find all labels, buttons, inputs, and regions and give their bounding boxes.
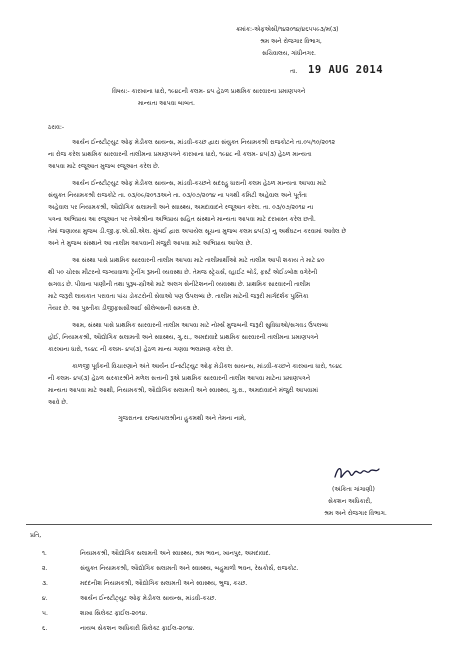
copy-item-text: નાયબ સેકશન અધિકારી સિલેક્ટ ફાઈલ-૨૦૧૪. <box>80 625 195 632</box>
copy-item-text: નિયામકશ્રી, ઔદ્યોગિક સલામતી અને સ્વાસ્થ્ય, શ્રમ ભવન, ખાનપુર, અમદાવાદ. <box>80 550 271 557</box>
copy-item-number: ૪. <box>42 595 48 602</box>
para4-line: હોઈ, નિયામકશ્રી, ઔદ્યોગિક સલામતી અને સ્વાસ્થ્ય, ગુ.રા., અમદાવાદે પ્રાથમિક સારવારની તાલીમના પ્રમાણપત્રને <box>48 334 319 341</box>
para2-line: સંયુક્ત નિયામકશ્રી રાજકોટે તા. ૦૩/૦૯/૨૦૧૩અને તા. ૦૩/૦૭/૨૦૧૪ ના પત્રથી કમિટી અહેવાલ અને પૂર્તતા <box>48 192 307 199</box>
para3-line: સગવડ છે. પીવાના પાણીની તથા પુરૂષ-સ્ત્રીઓ માટે અલગ સેનીટેશનની વ્યવસ્થા છે. પ્રાથમિક સારવારની તાલીમ <box>48 281 311 288</box>
issuing-office: સચિવાલય, ગાંધીનગર. <box>262 50 316 57</box>
para5-line: માન્યતા આપવા માટે આથી, નિયામકશ્રી, ઔદ્યોગિક સલામતી અને સ્વાસ્થ્ય, ગુ.રા., અમદાવાદને મંજુરી આપવામાં <box>48 387 319 394</box>
para5-line: કાળજી પૂર્વકની વિચારણાને અંતે આર્યન ઈન્સ્ટીટ્યુટ ઓફ મેડીકલ સાયન્સ, માંડવી-કચ્છને કારખાના ધારો, ૧૯૪૮ <box>72 363 343 370</box>
copy-item-number: ૧. <box>42 550 47 557</box>
para3-line: માટે જરૂરી લાયકાત પરાવતા પાંચ ડોકટરોની સેવાઓ પણ ઉપલબ્ધ છે. તાલીમ માટેની જરૂરી માર્ગદર્શક પુસ્તિકા <box>48 293 309 300</box>
copy-item-number: ૬. <box>42 625 48 632</box>
signature-mark <box>332 462 382 484</box>
subject-line-2: માન્યતા આપવા બાબત. <box>138 100 195 107</box>
para5-line: ની કલમ- ૪૫(૩) હેઠળ સરકારશ્રીને મળેલ સત્તાની રૂએ પ્રાથમિક સારવારની તાલીમ આપવા માટેના પ્રમાણપત્રને <box>48 375 311 382</box>
para3-line: આ સંસ્થા પાસે પ્રાથમિક સારવારની તાલીમ આપવા માટે તાલીમાર્થીઓ માટે તાલીમ આપી શકાય તે માટે ૪૦ <box>72 257 325 264</box>
para1-line: ના રોજ કરેલ પ્રાથમિક સારવારની તાલીમના પ્રમાણપત્રને કારખાના ધારો, ૧૯૪૮ ની કલમ- ૪૫(૩) હેઠળ માન્યતા <box>48 151 312 158</box>
section-divider <box>26 524 432 525</box>
para2-line: આર્યન ઈન્સ્ટીટ્યુટ ઓફ મેડીકલ સાયન્સ, માંડવી-કચ્છને સદરહુ ધારાની કલમ હેઠળ માન્યતા આપવા માટે <box>72 180 327 187</box>
para1-line: આર્યન ઈન્સ્ટીટ્યુટ ઓફ મેડીકલ સાયન્સ, માંડવી-કચ્છ દ્વારા સંયુક્ત નિયામકશ્રી રાજકોટને તા.૦૫/૧૦/૨૦૧૨ <box>72 139 336 146</box>
para2-line: અહેવાલ પર નિયામકશ્રી, ઔદ્યોગિક સલામતી અને સ્વાસ્થ્ય, અમદાવાદને રજૂઆત કરેલ. તા. ૦૩/૦૭/૨૦૧૪ ના <box>48 204 314 211</box>
para1-line: આપવા માટે રજૂઆત મુજબ રજૂઆત કરેલ છે. <box>48 163 160 170</box>
date-label: તા. <box>290 68 298 75</box>
subject-line-1: વિષય:- કારખાના ધારો, ૧૯૪૮ની કલમ- ૪૫ હેઠળ પ્રાથમિક સારવારના પ્રમાણપત્રને <box>112 88 306 95</box>
signatory-department: શ્રમ અને રોજગાર વિભાગ. <box>324 510 387 517</box>
copy-item-number: ૨. <box>42 565 48 572</box>
copy-to-label: પ્રતિ, <box>30 532 42 539</box>
para3-line: થી ૫૦ ચોરસ મીટરનો જગ્યાવાળા ટ્રેનીંગ રૂમની વ્યવસ્થા છે. તેમજ સ્ટ્રેચર્સ, વ્હાઈટ બોર્ડ, ફર્સ્ટ એઈડબોક્ષ વગેરેની <box>48 269 318 276</box>
para3-line: તૈયાર છે. આ પુસ્તીકા ડીજીફસસીઆઈ સીલેબસની સમકક્ષ છે. <box>48 305 200 312</box>
reference-number: ક્રમાંક:-એફએસી/૧૪૨૦૧૪/૪૬૫૫૯૩/મ(૩) <box>236 26 339 33</box>
date-stamp: 19 AUG 2014 <box>308 64 384 76</box>
copy-item-number: ૫. <box>42 610 48 617</box>
para2-line: અને તે મુજબ સંસ્થાને આ તાલીમ આપવાની મંજુરી આપવા માટે અભિપ્રાય આપેલ છે. <box>48 240 253 247</box>
copy-item-number: ૩. <box>42 580 48 587</box>
resolution-heading: ઠરાવ:- <box>48 124 64 131</box>
para4-line: આમ, સંસ્થા પાસે પ્રાથમિક સારવારની તાલીમ આપવા માટે નોર્મ્સ મુજબની જરૂરી સુવિધાઓ/સગવડ ઉપલબ્ધ <box>72 322 328 329</box>
copy-item-text: આર્યન ઈન્સ્ટીટ્યુટ ઓફ મેડીકલ સાયન્સ, માંડવી-કચ્છ. <box>80 595 217 602</box>
signatory-designation: સેકશન અધિકારી, <box>328 498 373 505</box>
copy-item-text: શાખા સિલેક્ટ ફાઈલ-૨૦૧૪. <box>80 610 148 617</box>
para2-line: તેમાં જણાવ્યા મુજબ ડી.જી.ફ.એ.સી.એલ. મુંબઈ દ્વારા અપાયેલ સૂચના મુજબ કલમ ૪૫(૩) નુ અર્થઘટન કરવામાં આવેલ છે <box>48 228 347 235</box>
para5-line: આવે છે. <box>48 399 68 406</box>
copy-item-text: સંયુક્ત નિયામકશ્રી, ઔદ્યોગિક સલામતી અને સ્વાસ્થ્ય, બહુમાળી ભવન, રેસકોર્સ, રાજકોટ. <box>80 565 299 572</box>
para2-line: પત્રના અભિપ્રાય આ રજૂઆત પર તેઓશ્રીના અભિપ્રાય સહિત સંસ્થાને માન્યતા આપવા માટે દરખાસ્ત કરેલ છતી. <box>48 216 316 223</box>
governor-order-line: ગુજરાતના રાજ્યપાલશ્રીના હુકમથી અને તેમના નામે, <box>118 415 247 422</box>
para4-line: કારખાના ધારો, ૧૯૪૮ ની કલમ- ૪૫(૩) હેઠળ માન્ય ગણવા ભલામણ કરેલ છે. <box>48 346 233 353</box>
issuing-department: શ્રમ અને રોજગાર વિભાગ, <box>260 38 322 45</box>
signatory-name: (અંકિતા ગાંગાણી) <box>332 486 375 493</box>
copy-item-text: મદદનીશ નિયામકશ્રી, ઔદ્યોગિક સલામતી અને સ્વાસ્થ્ય, ભુજ, કચ્છ. <box>80 580 248 587</box>
